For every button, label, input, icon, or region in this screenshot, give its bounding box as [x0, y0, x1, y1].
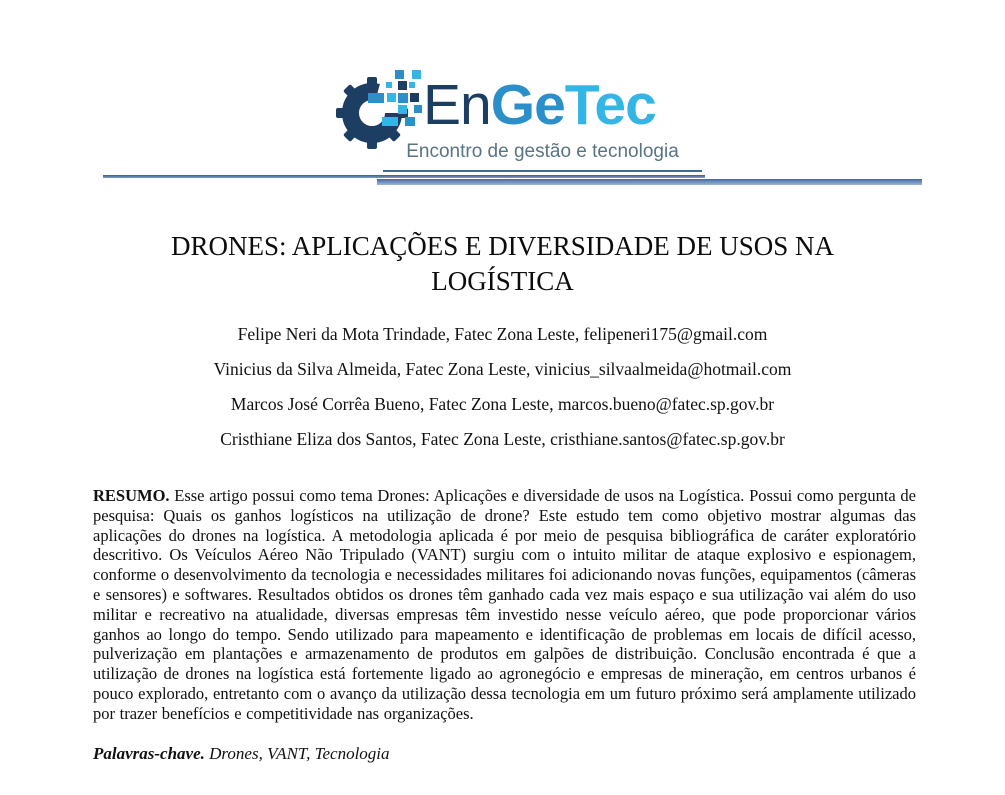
engetec-wordmark [423, 73, 656, 137]
title-line-1: DRONES: APLICAÇÕES E DIVERSIDADE DE USOS NA [170, 231, 835, 261]
abstract-text: Esse artigo possui como tema Drones: Aplicações e diversidade de usos na Logística. Possui como pergunta de pesquisa: Quais os ganhos logísticos na utilização de drone? Este estudo tem como objetivo mostrar algumas das aplicações do drones na logística. A metodologia aplicada é por meio de pesquisa bibliográfica de caráter exploratório descritivo. Os Veículos Aéreo Não Tripulado (VANT) surgiu com o intuito militar de ataque explosivo e espionagem, conforme o desenvolvimento da tecnologia e necessidades militares foi adicionando novas funções, equipamentos (câmeras e sensores) e softwares. Resultados obtidos os drones têm ganhado cada vez mais espaço e sua utilização vai além do uso militar e recreativo na atualidade, diversas empresas têm investido nesse veículo aéreo, que pode proporcionar vários ganhos ao longo do tempo. Sendo utilizado para mapeamento e identificação de problemas em locais de difícil acesso, pulverização em plantações e armazenamento de produtos em galpões de distribuição. Conclusão encontrada é que a utilização de drones na logística está fortemente ligado ao agronegócio e empresas de mineração, em centros urbanos é pouco explorado, entretanto com o avanço da utilização dessa tecnologia em um futuro próximo será amplamente utilizado por trazer benefícios e competitividade nas organizações. [93, 486, 917, 723]
keywords-text: Drones, VANT, Tecnologia [209, 744, 390, 763]
author-list [90, 324, 915, 464]
engetec-gear-logo-icon [330, 58, 430, 153]
author-line: Cristhiane Eliza dos Santos, Fatec Zona Leste, cristhiane.santos@fatec.sp.gov.br [220, 429, 785, 449]
author-line: Marcos José Corrêa Bueno, Fatec Zona Leste, marcos.bueno@fatec.sp.gov.br [230, 394, 775, 414]
author-line: Vinicius da Silva Almeida, Fatec Zona Leste, vinicius_silvaalmeida@hotmail.com [213, 359, 792, 379]
author-line: Felipe Neri da Mota Trindade, Fatec Zona Leste, felipeneri175@gmail.com [237, 324, 768, 344]
abstract-label: RESUMO. [93, 486, 170, 505]
brand-part-tec: Tec [564, 73, 656, 137]
header-divider-thick [377, 179, 922, 185]
brand-part-en: En [423, 73, 491, 137]
abstract-paragraph [93, 486, 916, 724]
page-title [90, 229, 915, 299]
keywords-line [93, 744, 916, 764]
header-divider-thin [103, 175, 705, 178]
title-line-2: LOGÍSTICA [431, 266, 574, 296]
logo-subtitle: Encontro de gestão e tecnologia [383, 141, 702, 172]
keywords-label: Palavras-chave. [93, 744, 205, 763]
brand-part-ge: Ge [490, 73, 565, 137]
